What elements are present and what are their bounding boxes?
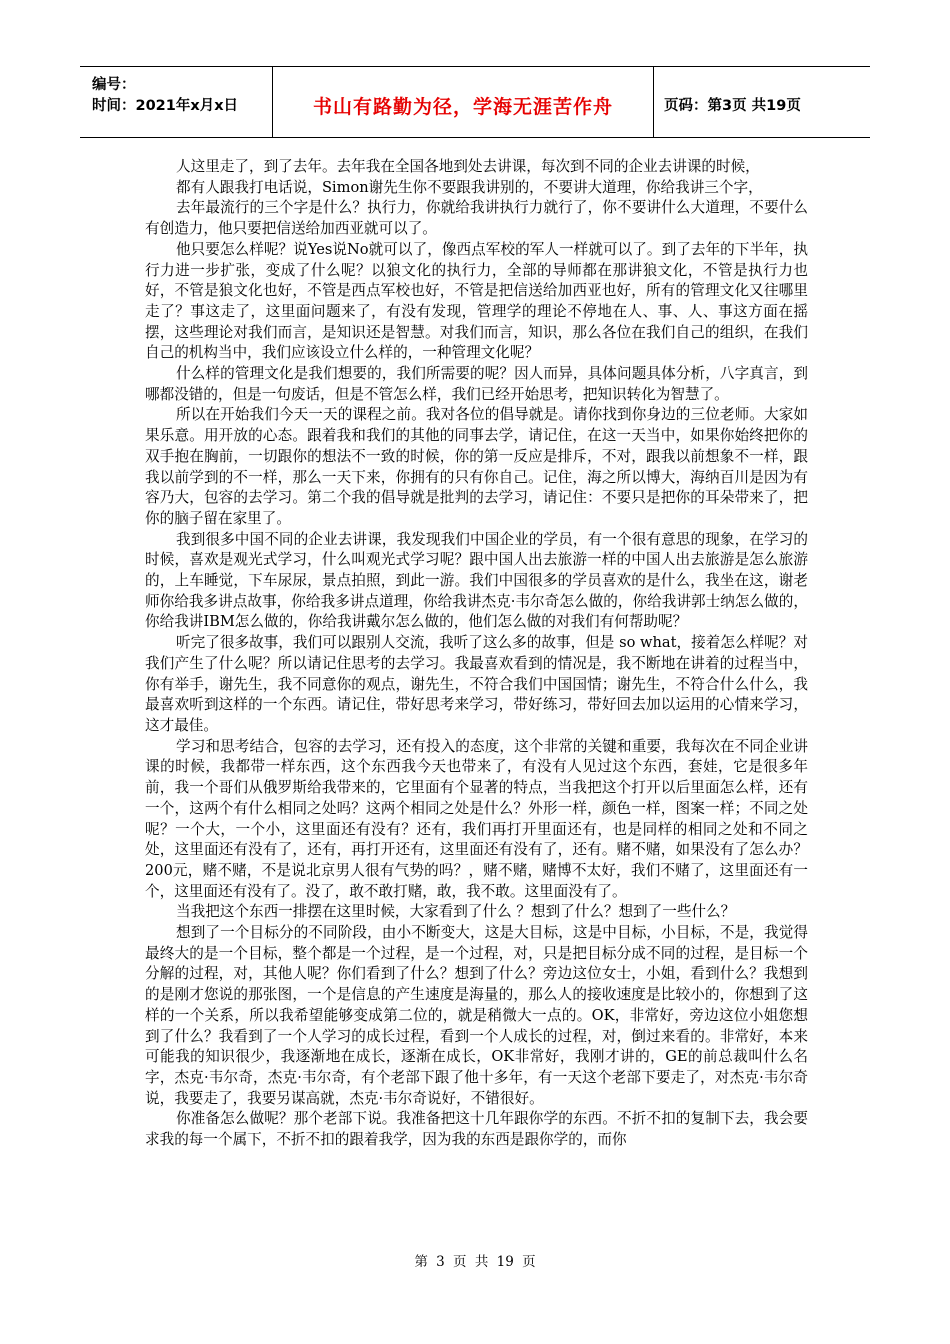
page-footer: 第 3 页 共 19 页 (414, 1254, 536, 1270)
header-motto-cell (273, 67, 654, 137)
document-time-label: 时间：2021年x月x日 (92, 98, 239, 114)
paragraph: 你准备怎么做呢？那个老部下说。我准备把这十几年跟你学的东西。不折不扣的复制下去，我会要求我的每一个属下，不折不扣的跟着我学，因为我的东西是跟你学的，而你 (145, 1110, 808, 1149)
header-info-cell (80, 67, 273, 137)
header-table (80, 66, 870, 138)
paragraph: 学习和思考结合，包容的去学习，还有投入的态度，这个非常的关键和重要，我每次在不同企业讲课的时候，我都带一样东西，这个东西我今天也带来了，有没有人见过这个东西，套娃，它是很多年前，我一个哥们从俄罗斯给我带来的，它里面有个显著的特点，当我把这个打开以后里面怎么样，还有一个，这两个有什么相同之处吗？这两个相同之处是什么？外形一样，颜色一样，图案一样；不同之处呢？一个大，一个小，这里面还有没有？还有，我们再打开里面还有，也是同样的相同之处和不同之处，这里面还有没有了，还有，再打开还有，这里面还有没有了，还有。赌不赌，如果没有了怎么办？200元，赌不赌，不是说北京男人很有气势的吗？，赌不赌，赌博不太好，我们不赌了，这里面还有一个，这里面还有没有了。没了，敢不敢打赌，敢，我不敢。这里面没有了。 (145, 737, 808, 900)
paragraph: 我到很多中国不同的企业去讲课，我发现我们中国企业的学员，有一个很有意思的现象，在学习的时候，喜欢是观光式学习，什么叫观光式学习呢？跟中国人出去旅游一样的中国人出去旅游是怎么旅游的，上车睡觉，下车尿尿，景点拍照，到此一游。我们中国很多的学员喜欢的是什么，我坐在这，谢老师你给我多讲点故事，你给我多讲点道理，你给我讲杰克·韦尔奇怎么做的，你给我讲郭士纳怎么做的，你给我讲IBM怎么做的，你给我讲戴尔怎么做的，他们怎么做的对我们有何帮助呢？ (145, 530, 808, 631)
header-page-cell (654, 67, 870, 137)
paragraph: 听完了很多故事，我们可以跟别人交流，我听了这么多的故事，但是 so what，接着怎么样呢？对我们产生了什么呢？所以请记住思考的去学习。我最喜欢看到的情况是，我不断地在讲着的过程当中，你有举手，谢先生，我不同意你的观点，谢先生，不符合我们中国国情；谢先生，不符合什么什么，我最喜欢听到这样的一个东西。请记住，带好思考来学习，带好练习，带好回去加以运用的心情来学习，这才最佳。 (145, 634, 808, 734)
paragraph: 都有人跟我打电话说，Simon谢先生你不要跟我讲别的，不要讲大道理，你给我讲三个字， (176, 178, 763, 196)
paragraph: 什么样的管理文化是我们想要的，我们所需要的呢？因人而异，具体问题具体分析，八字真言，到哪都没错的，但是一句废话，但是不管怎么样，我们已经开始思考，把知识转化为智慧了。 (145, 365, 808, 403)
paragraph: 当我把这个东西一排摆在这里时候，大家看到了什么 ？想到了什么？想到了一些什么？ (176, 903, 736, 921)
document-number-label: 编号： (92, 77, 136, 93)
body-text (145, 157, 808, 1151)
paragraph: 人这里走了，到了去年。去年我在全国各地到处去讲课，每次到不同的企业去讲课的时候， (176, 158, 760, 175)
paragraph: 去年最流行的三个字是什么？执行力，你就给我讲执行力就行了，你不要讲什么大道理，不要什么有创造力，他只要把信送给加西亚就可以了。 (145, 199, 808, 238)
paragraph: 所以在开始我们今天一天的课程之前。我对各位的倡导就是。请你找到你身边的三位老师。大家如果乐意。用开放的心态。跟着我和我们的其他的同事去学，请记住，在这一天当中，如果你始终把你的双手抱在胸前，一切跟你的想法不一致的时候，你的第一反应是排斥，不对，跟我以前想象不一样，跟我以前学到的不一样，那么一天下来，你拥有的只有你自己。记住，海之所以博大，海纳百川是因为有容乃大，包容的去学习。第二个我的倡导就是批判的去学习，请记住：不要只是把你的耳朵带来了，把你的脑子留在家里了。 (145, 406, 808, 527)
paragraph: 想到了一个目标分的不同阶段，由小不断变大，这是大目标，这是中目标，小目标，不是，我觉得最终大的是一个目标，整个都是一个过程，是一个过程，对，只是把目标分成不同的过程，是目标一个分解的过程，对，其他人呢？你们看到了什么？想到了什么？旁边这位女士，小姐，看到什么？我想到的是刚才您说的那张图，一个是信息的产生速度是海量的，那么人的接收速度是比较小的，你想到了这样的一个关系，所以我希望能够变成第二位的，就是稍微大一点的。OK，非常好，旁边这位小姐您想到了什么？我看到了一个人学习的成长过程，看到一个人成长的过程，对，倒过来看的。非常好，本来可能我的知识很少，我逐渐地在成长，逐渐在成长，OK非常好，我刚才讲的，GE的前总裁叫什么名字，杰克·韦尔奇，杰克·韦尔奇，有个老部下跟了他十多年，有一天这个老部下要走了，对杰克·韦尔奇说，我要走了，我要另谋高就，杰克·韦尔奇说好，不错很好。 (145, 924, 808, 1107)
paragraph: 他只要怎么样呢？说Yes说No就可以了，像西点军校的军人一样就可以了。到了去年的下半年，执行力进一步扩张，变成了什么呢？以狼文化的执行力，全部的导师都在那讲狼文化，不管是执行力也好，不管是狼文化也好，不管是西点军校也好，不管是把信送给加西亚也好，所有的管理文化又往哪里走了？事这走了，这里面问题来了，有没有发现，管理学的理论不停地在人、事、人、事这方面在摇摆，这些理论对我们而言，是知识还是智慧。对我们而言，知识，那么各位在我们自己的组织，在我们自己的机构当中，我们应该设立什么样的，一种管理文化呢？ (145, 240, 808, 362)
header-motto: 书山有路勤为径，学海无涯苦作舟 (312, 96, 613, 118)
header-page-number: 页码：第3页 共19页 (664, 98, 801, 114)
